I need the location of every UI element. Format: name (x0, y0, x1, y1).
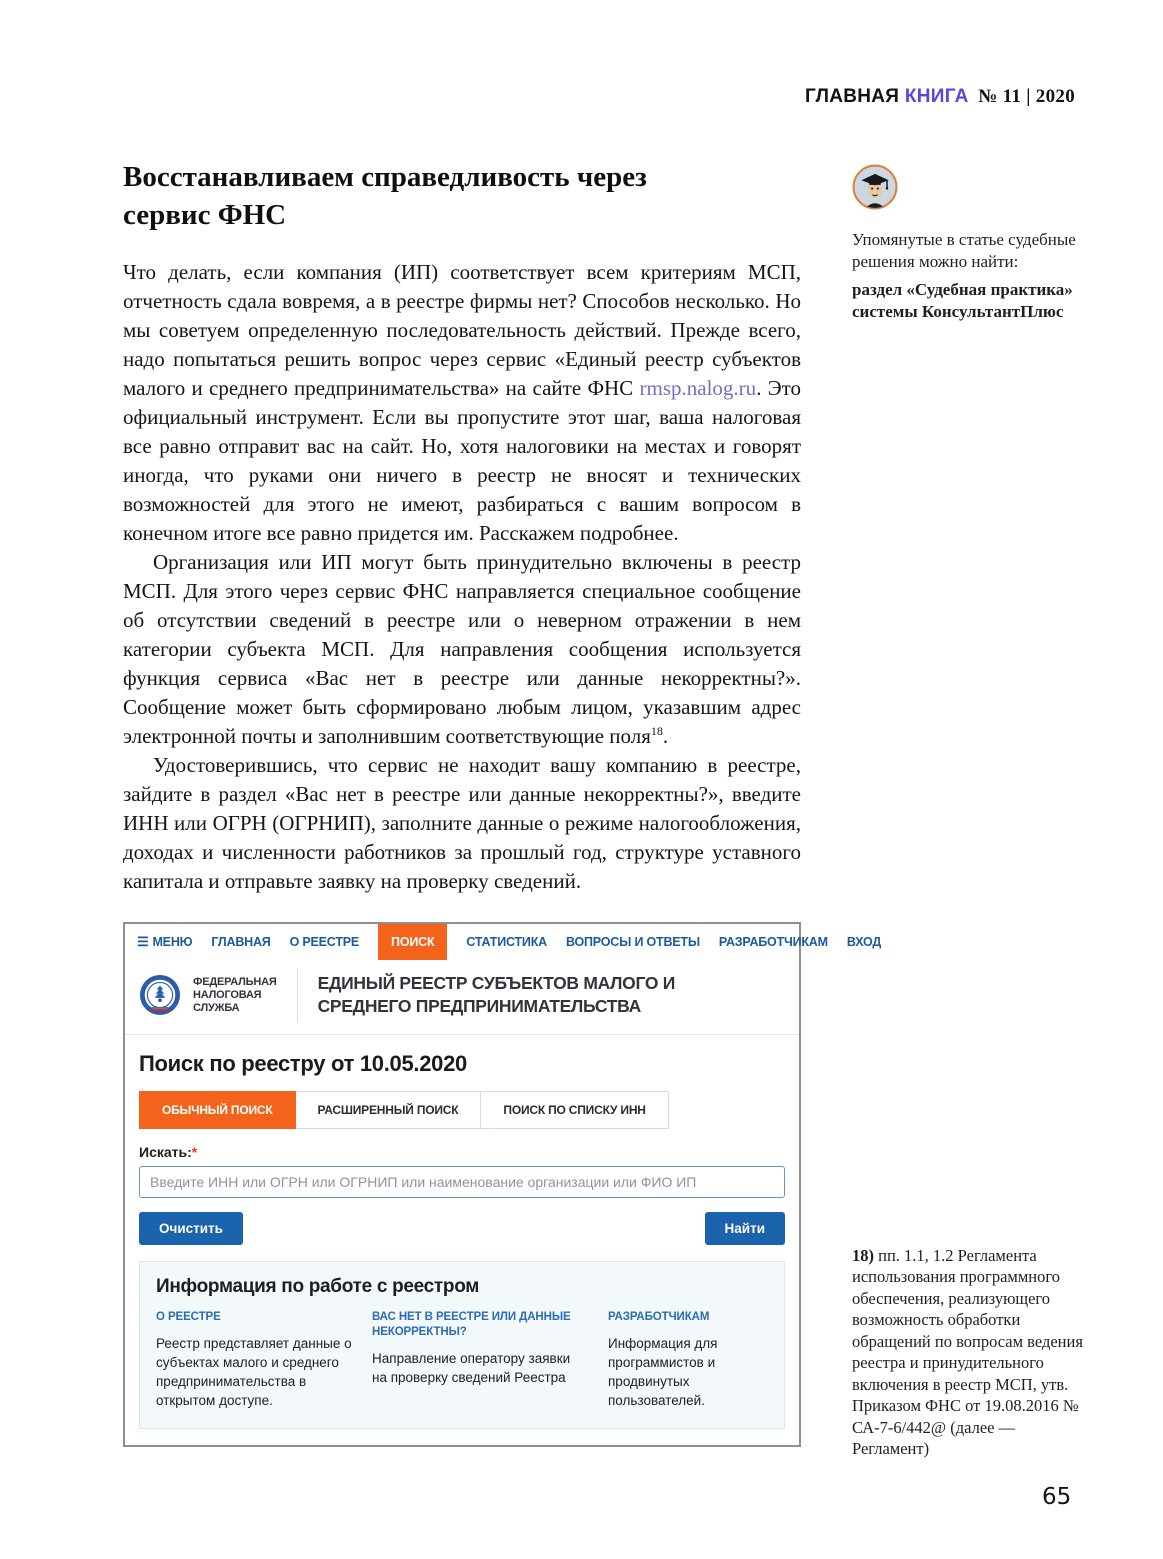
paragraph-2-text-a: Организация или ИП могут быть принудительно включены в реестр МСП. Для этого через сервис ФНС направляется специальное сообщение об отсутствии сведений в реестре или о неверном отражении в нем категории субъекта МСП. Для направления сообщения используется функция сервиса «Вас нет в реестре или данные некорректны?». Сообщение может быть сформировано любым лицом, указавшим адрес электронной почты и заполнившим соответствующие поля (123, 550, 801, 748)
search-field-label: Искать:* (139, 1144, 198, 1160)
info-link-not-in-registry[interactable]: ВАС НЕТ В РЕЕСТРЕ ИЛИ ДАННЫЕ НЕКОРРЕКТНЫ? (372, 1311, 571, 1338)
info-column-developers (608, 1310, 768, 1410)
menu-item-search-active[interactable]: ПОИСК (378, 924, 447, 960)
search-buttons-row (139, 1212, 785, 1245)
judge-icon (852, 197, 898, 214)
info-column-not-in-registry (372, 1310, 588, 1410)
paragraph-1 (123, 258, 801, 548)
paragraph-3: Удостоверившись, что сервис не находит вашу компанию в реестре, зайдите в раздел «Вас нет в реестре или данные некорректны?», введите ИНН или ОГРН (ОГРНИП), заполните данные о режиме налогообложения, доходах и численности работников за прошлый год, структуре уставного капитала и отправьте заявку на проверку сведений. (123, 753, 801, 893)
menu-item-developers[interactable]: РАЗРАБОТЧИКАМ (718, 935, 828, 949)
brand-kniga: КНИГА (904, 86, 969, 107)
article-title (123, 158, 801, 234)
menu-item-about-registry[interactable]: О РЕЕСТРЕ (289, 935, 360, 949)
clear-button[interactable]: Очистить (139, 1212, 243, 1245)
info-link-about-registry[interactable]: О РЕЕСТРЕ (156, 1311, 221, 1323)
required-asterisk: * (191, 1144, 198, 1160)
registry-info-columns (156, 1310, 768, 1410)
tab-inn-list-search[interactable]: ПОИСК ПО СПИСКУ ИНН (481, 1091, 668, 1129)
info-link-developers[interactable]: РАЗРАБОТЧИКАМ (608, 1311, 710, 1323)
court-decisions-note: Упомянутые в статье судебные решения можно найти: (852, 230, 1076, 271)
find-button[interactable]: Найти (705, 1212, 785, 1245)
title-line-2: сервис ФНС (123, 199, 287, 231)
tab-advanced-search[interactable]: РАСШИРЕННЫЙ ПОИСК (296, 1091, 482, 1129)
fns-logo-line-2: НАЛОГОВАЯ (193, 988, 262, 1001)
registry-info-panel (139, 1261, 785, 1429)
sidebar-note (852, 164, 1080, 323)
menu-item-login[interactable]: ВХОД (846, 935, 882, 949)
hamburger-icon: ☰ (137, 934, 149, 949)
brand-glavnaya: ГЛАВНАЯ (804, 86, 900, 107)
title-line-1: Восстанавливаем справедливость через (123, 161, 647, 193)
footnote-reference-18: 18 (650, 724, 663, 738)
issue-number: № 11 | 2020 (978, 86, 1075, 107)
vertical-divider (297, 968, 298, 1022)
magazine-header (805, 86, 1075, 108)
article (123, 158, 882, 1447)
fns-emblem-icon (139, 974, 181, 1016)
info-column-about (156, 1310, 352, 1410)
menu-item-questions-answers[interactable]: ВОПРОСЫ И ОТВЕТЫ (565, 935, 700, 949)
paragraph-2 (123, 548, 801, 751)
paragraph-1-text-b: . Это официальный инструмент. Если вы пропустите этот шаг, ваша налоговая все равно отправит вас на сайт. Но, хотя налоговики на местах и говорят иногда, что руками они ничего в реестр не вносят и технических возможностей для этого не имеют, разбираться с вашим вопросом в конечном итоге все равно придется им. Расскажем подробнее. (123, 376, 801, 545)
menu-item-statistics[interactable]: СТАТИСТИКА (466, 935, 547, 949)
fns-logo-text (193, 976, 277, 1015)
paragraph-1-text-a: Что делать, если компания (ИП) соответствует всем критериям МСП, отчетность сдала вовремя, а в реестре фирмы нет? Способов несколько. Но мы советуем определенную последовательность действий. Прежде всего, надо попытаться решить вопрос через сервис «Единый реестр субъектов малого и среднего предпринимательства» на сайте ФНС (123, 260, 801, 400)
fns-search-section (125, 1035, 799, 1445)
info-text-about-registry: Реестр представляет данные о субъектах малого и среднего предпринимательства в открытом доступе. (156, 1336, 352, 1408)
footnote-18-number: 18) (852, 1245, 874, 1265)
info-text-developers: Информация для программистов и продвинутых пользователей. (608, 1336, 718, 1408)
fns-logo-line-1: ФЕДЕРАЛЬНАЯ (193, 975, 277, 988)
registry-search-heading: Поиск по реестру от 10.05.2020 (139, 1051, 467, 1076)
fns-site-title: ЕДИНЫЙ РЕЕСТР СУБЪЕКТОВ МАЛОГО И СРЕДНЕГО ПРЕДПРИНИМАТЕЛЬСТВА (317, 973, 675, 1016)
menu-item-menu[interactable]: ☰ МЕНЮ (137, 934, 193, 949)
search-input[interactable] (139, 1166, 785, 1198)
registry-info-heading: Информация по работе с реестром (156, 1276, 480, 1297)
rmsp-nalog-link[interactable]: rmsp.nalog.ru (639, 376, 757, 400)
search-tabs (139, 1091, 785, 1129)
footnote-18 (852, 1245, 1084, 1460)
footnote-18-text: пп. 1.1, 1.2 Регламента использования программного обеспечения, реализующего возможность обработки обращений по вопросам ведения реестра и принудительного включения в реестр МСП, утв. Приказом ФНС от 19.08.2016 № СА-7-6/442@ (далее — Регламент) (852, 1245, 1083, 1458)
fns-menubar (125, 924, 882, 960)
fns-header (125, 960, 799, 1035)
fns-logo-line-3: СЛУЖБА (193, 1001, 240, 1014)
tab-simple-search[interactable]: ОБЫЧНЫЙ ПОИСК (139, 1091, 296, 1129)
page-number: 65 (1042, 1484, 1072, 1510)
consultant-plus-reference: раздел «Судебная практика» системы КонсультантПлюс (852, 280, 1073, 321)
paragraph-2-text-b: . (662, 724, 669, 748)
info-text-not-in-registry: Направление оператору заявки на проверку сведений Реестра (372, 1351, 571, 1385)
menu-item-home[interactable]: ГЛАВНАЯ (211, 935, 271, 949)
